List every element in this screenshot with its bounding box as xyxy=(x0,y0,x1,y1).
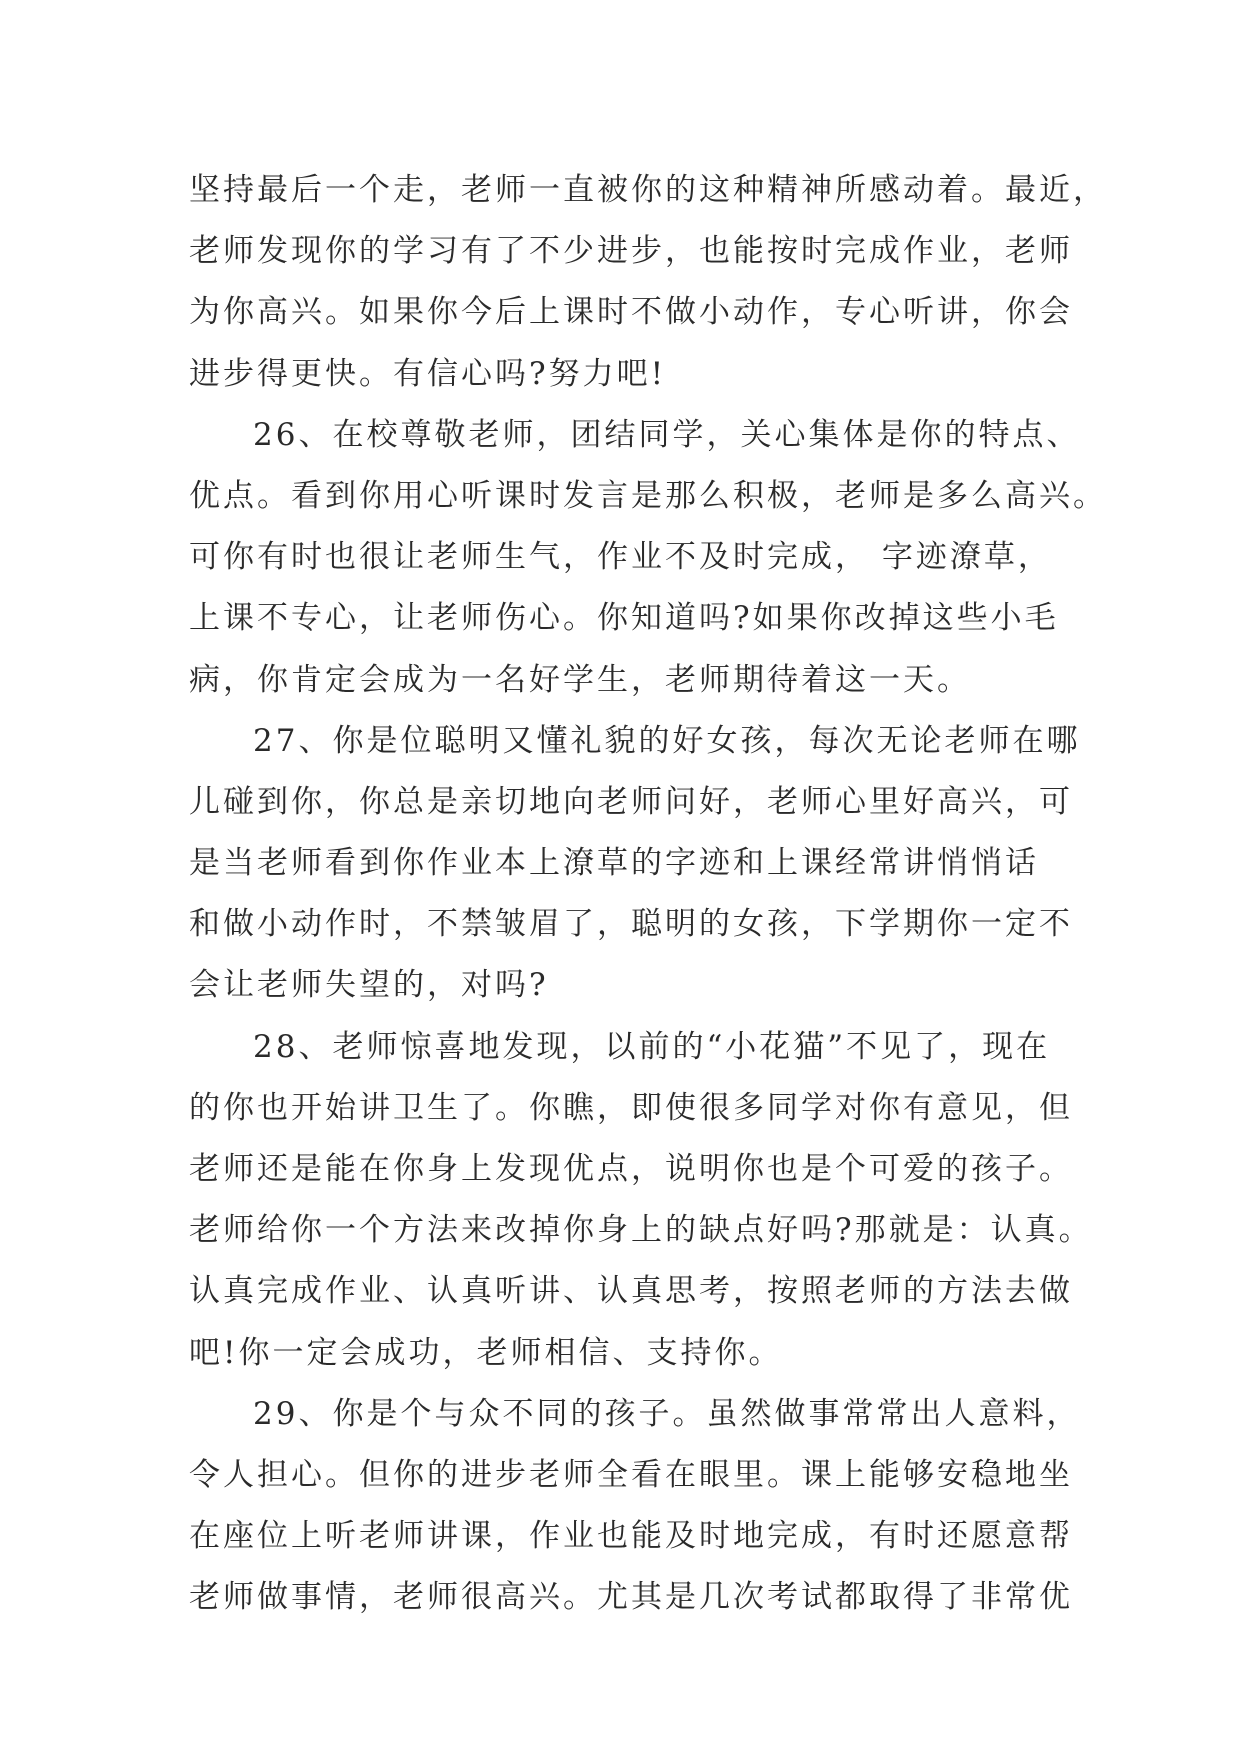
paragraph-start-28: 28、老师惊喜地发现，以前的“小花猫”不见了，现在 xyxy=(253,1028,1051,1065)
text-line: 优点。看到你用心听课时发言是那么积极，老师是多么高兴。 xyxy=(189,477,1107,514)
text-line: 上课不专心，让老师伤心。你知道吗?如果你改掉这些小毛 xyxy=(189,600,1059,637)
text-line: 会让老师失望的，对吗? xyxy=(189,967,549,1004)
paragraph-start-26: 26、在校尊敬老师，团结同学，关心集体是你的特点、 xyxy=(253,416,1081,453)
body-text xyxy=(189,160,1107,1629)
text-line: 老师给你一个方法来改掉你身上的缺点好吗?那就是：认真。 xyxy=(189,1212,1093,1249)
text-line: 儿碰到你，你总是亲切地向老师问好，老师心里好高兴，可 xyxy=(189,783,1073,820)
paragraph-start-29: 29、你是个与众不同的孩子。虽然做事常常出人意料， xyxy=(253,1395,1081,1432)
text-line: 坚持最后一个走，老师一直被你的这种精神所感动着。最近， xyxy=(189,172,1107,208)
text-line: 病，你肯定会成为一名好学生，老师期待着这一天。 xyxy=(189,661,971,698)
text-line: 可你有时也很让老师生气，作业不及时完成， 字迹潦草， xyxy=(189,539,1052,576)
text-line: 为你高兴。如果你今后上课时不做小动作，专心听讲，你会 xyxy=(189,294,1073,331)
text-line: 认真完成作业、认真听讲、认真思考，按照老师的方法去做 xyxy=(189,1273,1073,1310)
text-line: 是当老师看到你作业本上潦草的字迹和上课经常讲悄悄话 xyxy=(189,845,1039,882)
text-line: 老师发现你的学习有了不少进步，也能按时完成作业，老师 xyxy=(189,233,1073,270)
text-line: 和做小动作时，不禁皱眉了，聪明的女孩，下学期你一定不 xyxy=(189,906,1073,943)
text-line: 老师还是能在你身上发现优点，说明你也是个可爱的孩子。 xyxy=(189,1151,1073,1187)
text-line: 进步得更快。有信心吗?努力吧! xyxy=(189,355,667,392)
text-line: 的你也开始讲卫生了。你瞧，即使很多同学对你有意见，但 xyxy=(189,1089,1073,1126)
text-line: 在座位上听老师讲课，作业也能及时地完成，有时还愿意帮 xyxy=(189,1518,1073,1555)
paragraph-start-27: 27、你是位聪明又懂礼貌的好女孩，每次无论老师在哪 xyxy=(253,722,1081,759)
text-line: 令人担心。但你的进步老师全看在眼里。课上能够安稳地坐 xyxy=(189,1456,1073,1493)
text-line: 老师做事情，老师很高兴。尤其是几次考试都取得了非常优 xyxy=(189,1579,1073,1616)
text-line: 吧!你一定会成功，老师相信、支持你。 xyxy=(189,1334,783,1371)
